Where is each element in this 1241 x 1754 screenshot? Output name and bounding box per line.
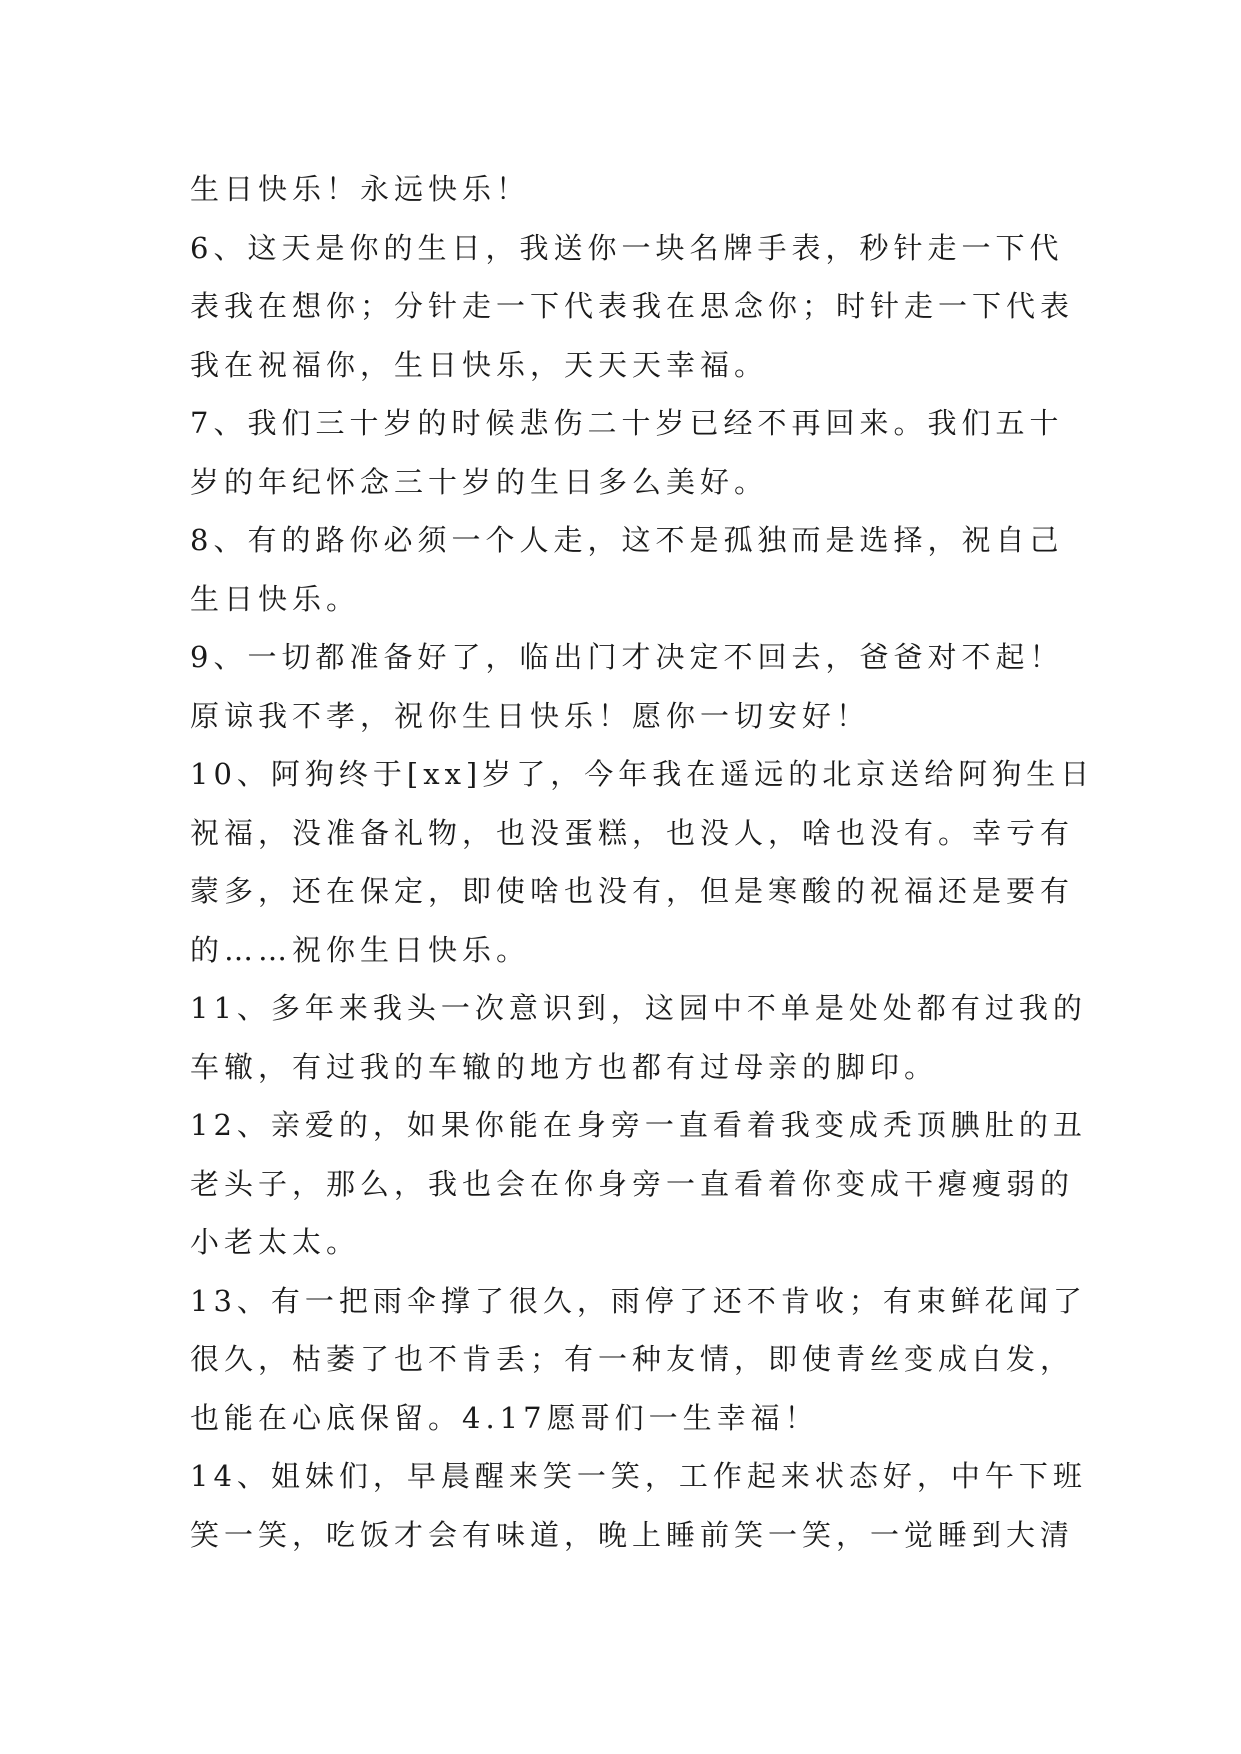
- text-line: 车辙，有过我的车辙的地方也都有过母亲的脚印。: [190, 1049, 939, 1084]
- text-line: 7、我们三十岁的时候悲伤二十岁已经不再回来。我们五十: [190, 406, 1064, 440]
- text-line: 10、阿狗终于[xx]岁了，今年我在遥远的北京送给阿狗生日: [190, 757, 1095, 791]
- text-line: 也能在心底保留。4.17愿哥们一生幸福！: [190, 1400, 819, 1435]
- text-line: 生日快乐。: [190, 581, 361, 616]
- text-line: 12、亲爱的，如果你能在身旁一直看着我变成秃顶腆肚的丑: [190, 1108, 1087, 1142]
- text-line: 11、多年来我头一次意识到，这园中不单是处处都有过我的: [190, 991, 1087, 1025]
- text-line: 很久，枯萎了也不肯丢；有一种友情，即使青丝变成白发，: [190, 1342, 1075, 1376]
- document-body: [190, 160, 1095, 1564]
- text-line: 祝福，没准备礼物，也没蛋糕，也没人，啥也没有。幸亏有: [190, 815, 1075, 850]
- text-line: 的……祝你生日快乐。: [190, 932, 531, 967]
- text-line: 表我在想你；分针走一下代表我在思念你；时针走一下代表: [190, 289, 1075, 323]
- text-line: 6、这天是你的生日，我送你一块名牌手表，秒针走一下代: [190, 230, 1064, 265]
- text-line: 13、有一把雨伞撑了很久，雨停了还不肯收；有束鲜花闻了: [190, 1283, 1087, 1318]
- text-line: 8、有的路你必须一个人走，这不是孤独而是选择，祝自己: [190, 523, 1064, 557]
- text-line: 我在祝福你，生日快乐，天天天幸福。: [190, 347, 769, 382]
- text-line: 9、一切都准备好了，临出门才决定不回去，爸爸对不起！: [190, 640, 1064, 674]
- text-line: 生日快乐！永远快乐！: [190, 172, 531, 206]
- text-line: 老头子，那么，我也会在你身旁一直看着你变成干瘪瘦弱的: [190, 1166, 1075, 1201]
- text-line: 岁的年纪怀念三十岁的生日多么美好。: [190, 464, 769, 499]
- text-line: 原谅我不孝，祝你生日快乐！愿你一切安好！: [190, 698, 871, 733]
- text-line: 14、姐妹们，早晨醒来笑一笑，工作起来状态好，中午下班: [190, 1459, 1087, 1493]
- text-line: 蒙多，还在保定，即使啥也没有，但是寒酸的祝福还是要有: [190, 874, 1075, 908]
- text-line: 小老太太。: [190, 1225, 361, 1259]
- text-line: 笑一笑，吃饭才会有味道，晚上睡前笑一笑，一觉睡到大清: [190, 1517, 1075, 1552]
